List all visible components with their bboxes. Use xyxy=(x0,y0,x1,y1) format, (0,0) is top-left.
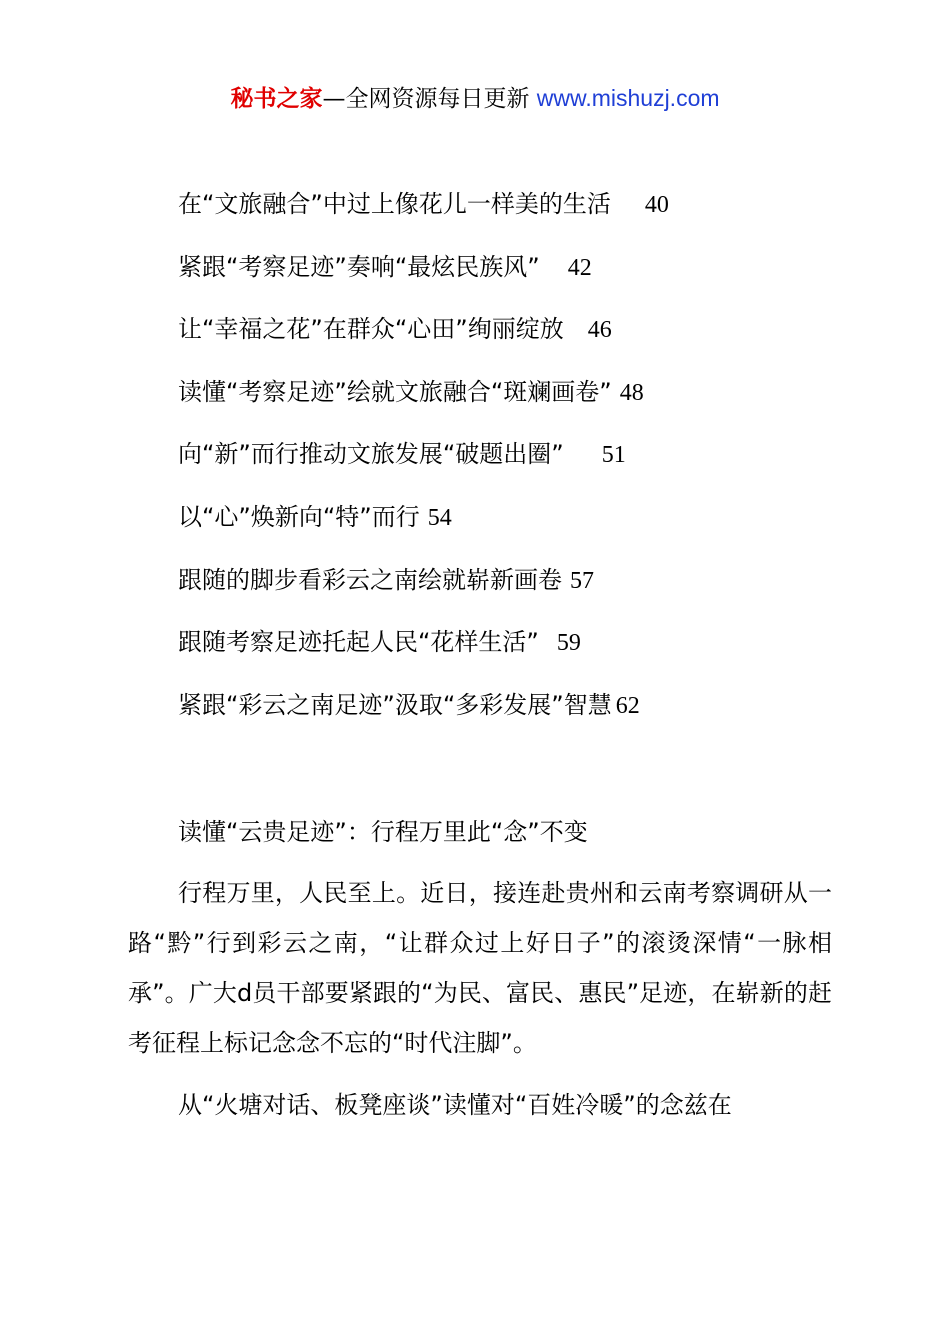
toc-item-page: 54 xyxy=(427,504,452,531)
toc-item-title: 让“幸福之花”在群众“心田”绚丽绽放 xyxy=(178,315,564,344)
toc-item-title: 以“心”焕新向“特”而行 xyxy=(178,502,420,531)
toc-item-page: 62 xyxy=(615,692,640,719)
toc-item-title: 紧跟“彩云之南足迹”汲取“多彩发展”智慧 xyxy=(178,690,612,719)
toc-item xyxy=(178,311,878,374)
brand-name: 秘书之家 xyxy=(230,86,323,112)
section-title: 读懂“云贵足迹”：行程万里此“念”不变 xyxy=(178,818,588,846)
toc-item xyxy=(178,436,878,499)
toc-item xyxy=(178,186,878,249)
toc-item-page: 42 xyxy=(567,254,592,281)
toc-item-page: 51 xyxy=(601,442,626,469)
toc-item-page: 57 xyxy=(570,567,594,594)
toc-item-page: 59 xyxy=(556,630,581,657)
toc-item xyxy=(178,687,878,750)
toc-item-title: 读懂“考察足迹”绘就文旅融合“斑斓画卷” xyxy=(178,377,612,406)
header-tagline: —全网资源每日更新 xyxy=(322,86,530,112)
toc-item xyxy=(178,249,878,312)
site-header xyxy=(0,80,950,113)
toc-item-page: 40 xyxy=(644,192,669,218)
toc-item xyxy=(178,562,878,625)
toc-item-title: 紧跟“考察足迹”奏响“最炫民族风” xyxy=(178,252,540,281)
toc-item xyxy=(178,624,878,687)
toc-item xyxy=(178,374,878,437)
toc-item-title: 向“新”而行推动文旅发展“破题出圈” xyxy=(178,440,564,469)
body-paragraph: 行程万里，人民至上。近日，接连赴贵州和云南考察调研从一路“黔”行到彩云之南，“让群众过上好日子”的滚烫深情“一脉相承”。广大d员干部要紧跟的“为民、富民、惠民”足迹，在崭新的赶考征程上标记念念不忘的“时代注脚”。 xyxy=(128,879,832,1057)
toc-item-page: 46 xyxy=(587,317,612,344)
site-url-link[interactable]: www.mishuzj.com xyxy=(536,85,720,111)
toc-item-page: 48 xyxy=(619,379,644,406)
table-of-contents xyxy=(178,186,878,749)
toc-item-title: 跟随的脚步看彩云之南绘就崭新画卷 xyxy=(178,565,562,594)
toc-item-title: 跟随考察足迹托起人民“花样生活” xyxy=(178,628,539,657)
toc-item-title: 在“文旅融合”中过上像花儿一样美的生活 xyxy=(178,190,611,218)
body-paragraph: 从“火塘对话、板凳座谈”读懂对“百姓冷暖”的念兹在 xyxy=(178,1091,732,1119)
toc-item xyxy=(178,499,878,562)
